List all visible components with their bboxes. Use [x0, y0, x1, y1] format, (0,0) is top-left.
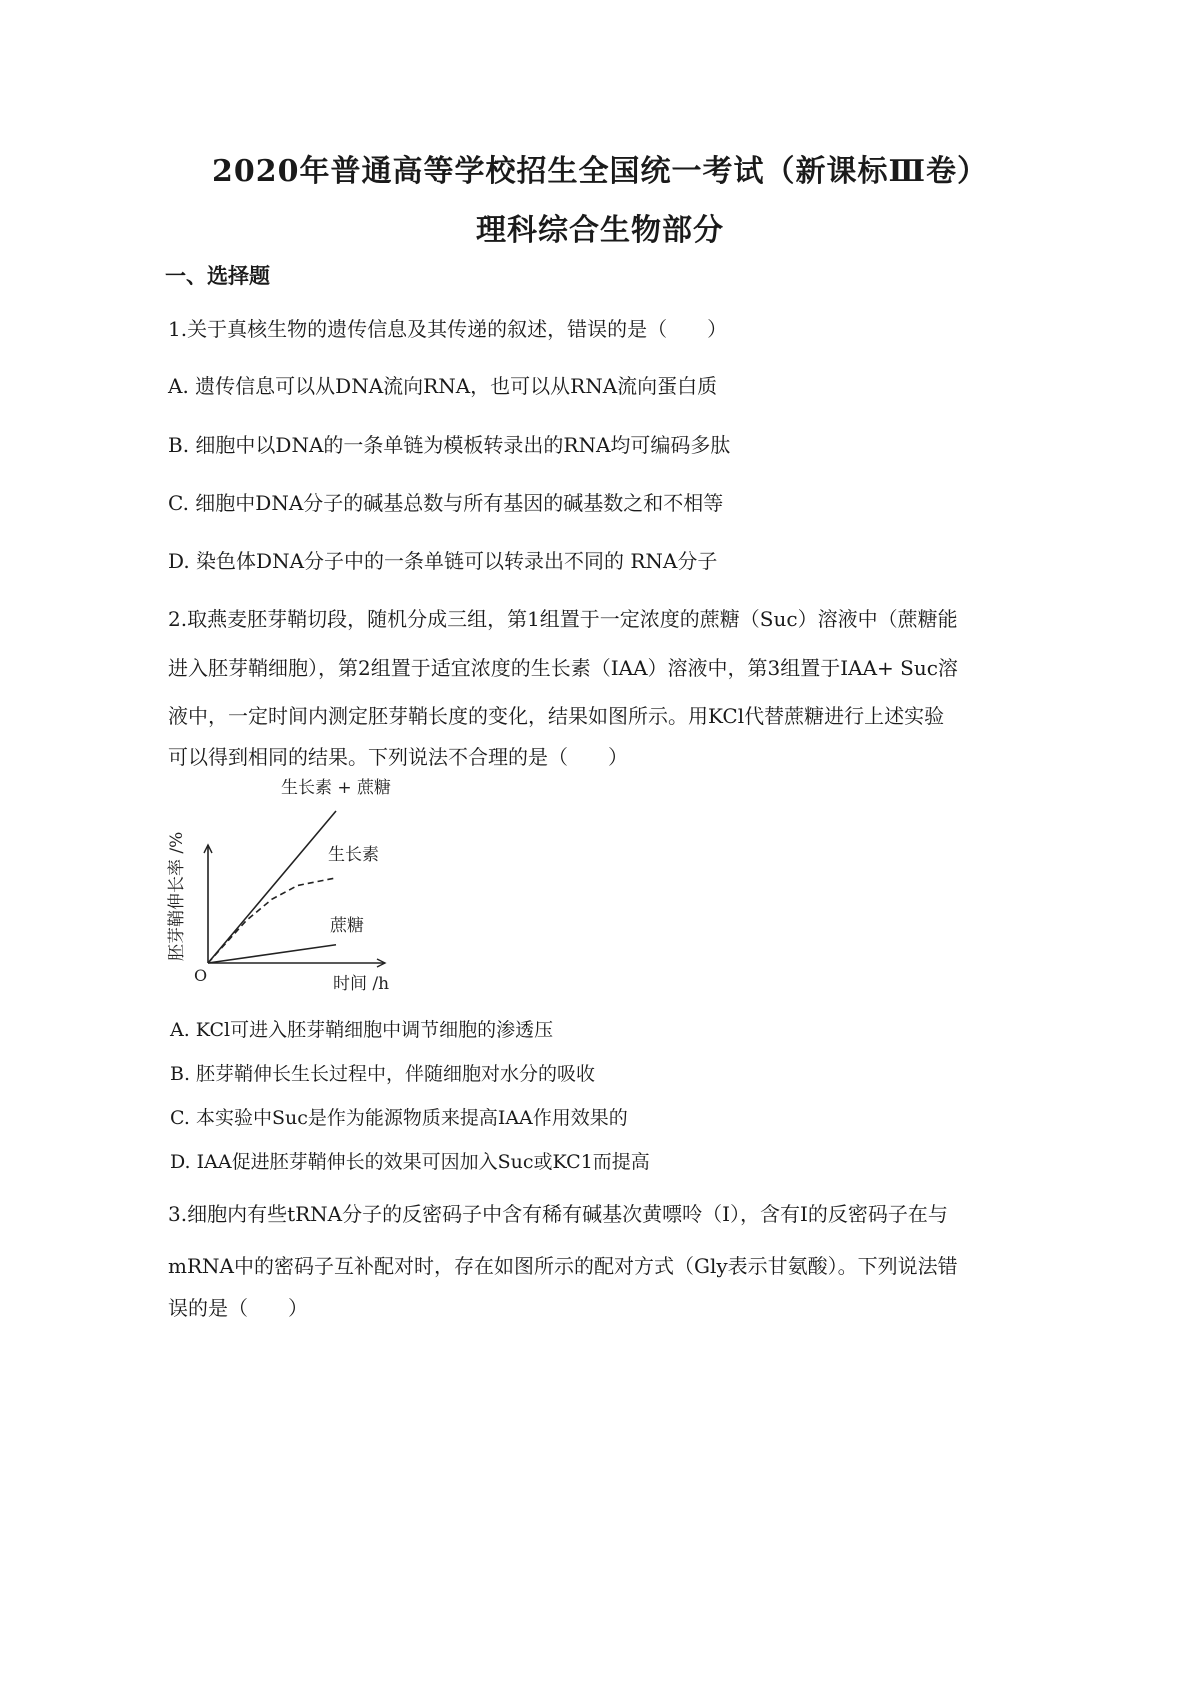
option-d: D. IAA促进胚芽鞘伸长的效果可因加入Suc或KC1而提高: [170, 1151, 650, 1173]
option-a: A. KCl可进入胚芽鞘细胞中调节细胞的渗透压: [170, 1019, 554, 1041]
question-stem-line: 液中，一定时间内测定胚芽鞘长度的变化，结果如图所示。用KCl代替蔗糖进行上述实验: [168, 704, 945, 728]
series-line: [208, 811, 336, 963]
option-c: C. 细胞中DNA分子的碱基总数与所有基因的碱基数之和不相等: [168, 491, 724, 515]
option-b: B. 细胞中以DNA的一条单链为模板转录出的RNA均可编码多肽: [168, 433, 731, 457]
series-label: 蔗糖: [330, 915, 364, 936]
growth-chart: [167, 778, 440, 1090]
option-d: D. 染色体DNA分子中的一条单链可以转录出不同的 RNA分子: [168, 549, 718, 573]
option-b: B. 胚芽鞘伸长生长过程中，伴随细胞对水分的吸收: [170, 1063, 596, 1085]
question-stem-line: 进入胚芽鞘细胞），第2组置于适宜浓度的生长素（IAA）溶液中，第3组置于IAA+ Suc溶: [168, 656, 958, 680]
question-stem-line: 2.取燕麦胚芽鞘切段，随机分成三组，第1组置于一定浓度的蔗糖（Suc）溶液中（蔗糖能: [168, 607, 958, 631]
y-axis-label: 胚芽鞘伸长率 /%: [167, 831, 187, 961]
option-a: A. 遗传信息可以从DNA流向RNA，也可以从RNA流向蛋白质: [168, 374, 718, 398]
origin-label: O: [194, 966, 208, 985]
x-axis-label: 时间 /h: [333, 974, 390, 994]
growth-chart-svg: [167, 778, 440, 1090]
page-title: 2020年普通高等学校招生全国统一考试（新课标Ⅲ卷）: [211, 154, 989, 189]
series-label: 生长素: [328, 844, 379, 865]
series-label: 生长素 + 蔗糖: [281, 778, 392, 798]
option-c: C. 本实验中Suc是作为能源物质来提高IAA作用效果的: [170, 1107, 628, 1129]
page-subtitle: 理科综合生物部分: [476, 213, 724, 248]
question-stem-line: 3.细胞内有些tRNA分子的反密码子中含有稀有碱基次黄嘌呤（I），含有I的反密码子在与: [168, 1202, 948, 1226]
question-stem-line: mRNA中的密码子互补配对时，存在如图所示的配对方式（Gly表示甘氨酸）。下列说法错: [168, 1254, 958, 1278]
question-stem-line: 误的是（ ）: [168, 1296, 308, 1320]
question-stem: 1.关于真核生物的遗传信息及其传递的叙述，错误的是（ ）: [168, 317, 728, 341]
series-line: [208, 878, 336, 963]
series-line: [208, 945, 336, 963]
section-heading: 一、选择题: [165, 263, 270, 288]
question-stem-line: 可以得到相同的结果。下列说法不合理的是（ ）: [168, 745, 628, 769]
